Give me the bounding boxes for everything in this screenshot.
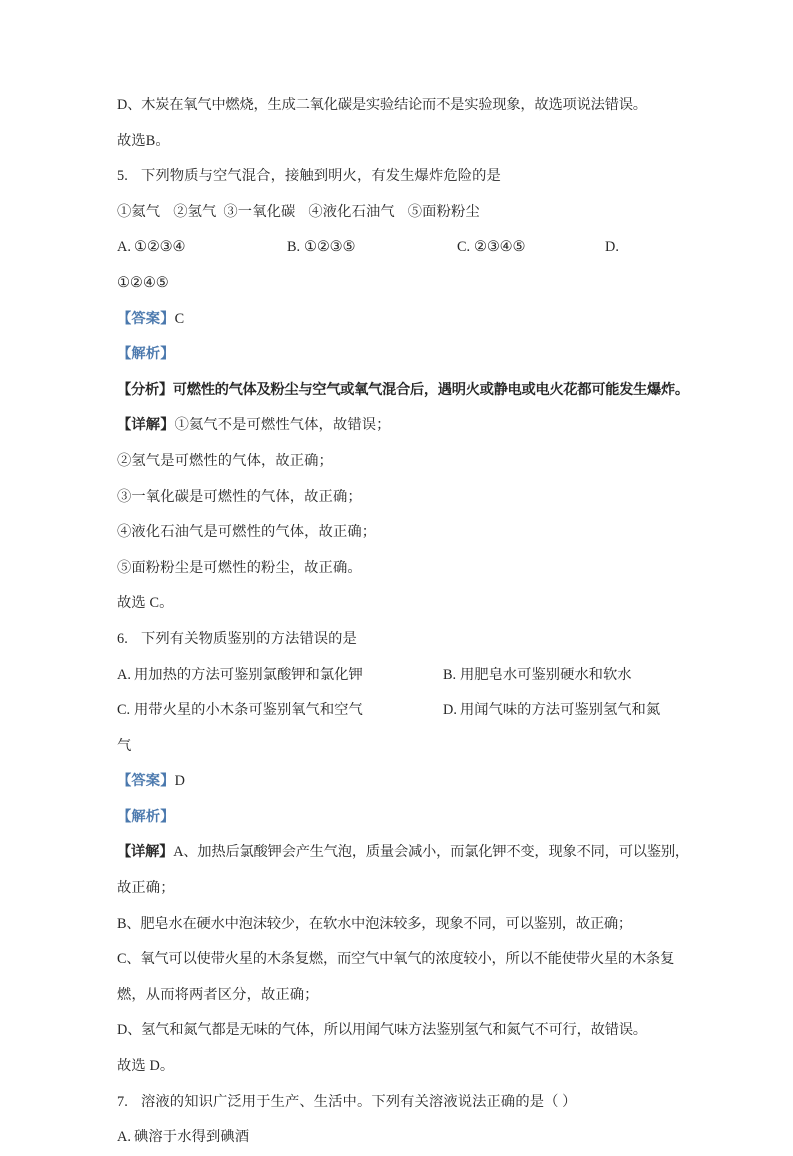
question-5-detail-line-1: ①氦气不是可燃性气体，故错误； [174, 417, 391, 434]
question-6-options-row-1 [117, 658, 669, 694]
question-5-stem-line [117, 159, 669, 195]
question-6-option-b-label: B. [443, 666, 457, 683]
question-5-detail-line-3: ③一氧化碳是可燃性的气体，故正确； [117, 488, 362, 505]
question-5-conclusion: 故选 C。 [117, 595, 174, 612]
question-6-option-d-text: 用闻气味的方法可鉴别氢气和氮 [460, 702, 661, 719]
question-7-option-a[interactable] [117, 1120, 669, 1156]
question-5-option-b-label: B. [287, 239, 301, 256]
question-6-option-b-text: 用肥皂水可鉴别硬水和软水 [460, 666, 632, 683]
question-5-option-c[interactable] [457, 230, 525, 266]
question-5-detail-label: 【详解】 [117, 417, 175, 434]
question-6-options-row-2 [117, 693, 669, 729]
question-5-stem: 下列物质与空气混合，接触到明火，有发生爆炸危险的是 [141, 168, 501, 185]
question-5-option-a-label: A. [117, 239, 131, 256]
question-7-option-a-text: 碘溶于水得到碘酒 [134, 1129, 250, 1146]
question-5-analysis-heading-line [117, 373, 689, 409]
question-6-option-b[interactable] [443, 658, 632, 694]
question-6-detail-line-4: C、氧气可以使带火星的木条复燃，而空气中氧气的浓度较小，所以不能使带火星的木条复 [117, 951, 675, 968]
question-5-number: 5. [117, 168, 128, 185]
question-6-answer-line [117, 764, 669, 800]
question-6-stem-line [117, 622, 669, 658]
question-5-analysis-heading-label: 【分析】 [117, 381, 173, 398]
question-6-detail-line-2: 故正确； [117, 880, 175, 897]
question-6-number: 6. [117, 630, 128, 647]
question-6-stem: 下列有关物质鉴别的方法错误的是 [141, 630, 357, 647]
question-6-detail-label: 【详解】 [117, 844, 174, 861]
question-5-answer-label: 【答案】 [117, 310, 175, 327]
question-6-detail-line-5: 燃，从而将两者区分，故正确； [117, 986, 319, 1003]
question-6-option-c-text: 用带火星的小木条可鉴别氧气和空气 [134, 702, 363, 719]
question-5-analysis-heading-text: 可燃性的气体及粉尘与空气或氧气混合后，遇明火或静电或电火花都可能发生爆炸。 [172, 381, 689, 398]
question-5-item-2: ②氢气 [173, 203, 217, 220]
question-5-item-5: ⑤面粉粉尘 [407, 203, 480, 220]
question-6-detail-line-6: D、氢气和氮气都是无味的气体，所以用闻气味方法鉴别氢气和氮气不可行，故错误。 [117, 1022, 647, 1039]
question-6-detail-line-1: A、加热后氯酸钾会产生气泡，质量会减小，而氯化钾不变，现象不同，可以鉴别， [173, 844, 689, 861]
question-6-option-d[interactable] [443, 693, 660, 729]
question-6-option-a[interactable] [117, 658, 363, 694]
question-5-option-d-label-wrap[interactable] [605, 230, 622, 266]
question-6-option-a-text: 用加热的方法可鉴别氯酸钾和氯化钾 [134, 666, 363, 683]
question-5-option-d-text-line[interactable]: ①②④⑤ [117, 274, 169, 291]
question-6-option-c[interactable] [117, 693, 363, 729]
question-5-option-c-label: C. [457, 239, 471, 256]
question-6-option-c-label: C. [117, 702, 131, 719]
question-5-item-1: ①氦气 [117, 203, 161, 220]
question-6-option-d-label: D. [443, 702, 457, 719]
question-6-detail-first-line [117, 835, 689, 871]
question-7-stem-line [117, 1085, 669, 1121]
question-6-analysis-label-line [117, 800, 669, 836]
question-6-analysis-label: 【解析】 [117, 808, 175, 825]
question-7-option-a-label: A. [117, 1129, 132, 1146]
question-6-answer-label: 【答案】 [117, 773, 175, 790]
question-5-option-a-text: ①②③④ [134, 239, 186, 256]
question-5-option-a[interactable] [117, 230, 185, 266]
question-5-detail-first-line [117, 408, 669, 444]
question-6-option-a-label: A. [117, 666, 131, 683]
question-5-item-3: ③一氧化碳 [223, 203, 296, 220]
question-6-detail-line-3: B、肥皂水在硬水中泡沫较少，在软水中泡沫较多，现象不同，可以鉴别，故正确； [117, 915, 632, 932]
question-7-number: 7. [117, 1093, 128, 1110]
question-5-option-b[interactable] [287, 230, 355, 266]
previous-option-d-line: D、木炭在氧气中燃烧，生成二氧化碳是实验结论而不是实验现象，故选项说法错误。 [117, 97, 647, 113]
question-5-detail-line-5: ⑤面粉粉尘是可燃性的粉尘，故正确。 [117, 559, 362, 576]
question-5-option-c-text: ②③④⑤ [474, 239, 526, 256]
question-5-answer-value: C [174, 310, 185, 327]
previous-conclusion-line: 故选B。 [117, 132, 170, 149]
question-5-option-d-label: D. [605, 239, 619, 256]
question-5-answer-line [117, 302, 669, 338]
question-6-option-d-wrap-line: 气 [117, 737, 132, 754]
question-5-analysis-label: 【解析】 [117, 346, 175, 363]
question-7-stem: 溶液的知识广泛用于生产、生活中。下列有关溶液说法正确的是（ ） [141, 1093, 577, 1110]
question-5-items-line [117, 195, 669, 231]
question-5-option-b-text: ①②③⑤ [304, 239, 356, 256]
question-6-answer-value: D [174, 773, 186, 790]
question-6-conclusion: 故选 D。 [117, 1058, 175, 1075]
question-5-options-row [117, 230, 669, 266]
document-body [117, 88, 689, 1156]
question-5-detail-line-4: ④液化石油气是可燃性的气体，故正确； [117, 524, 377, 541]
question-5-detail-line-2: ②氢气是可燃性的气体，故正确； [117, 452, 333, 469]
question-5-item-4: ④液化石油气 [308, 203, 395, 220]
question-5-analysis-label-line [117, 337, 669, 373]
